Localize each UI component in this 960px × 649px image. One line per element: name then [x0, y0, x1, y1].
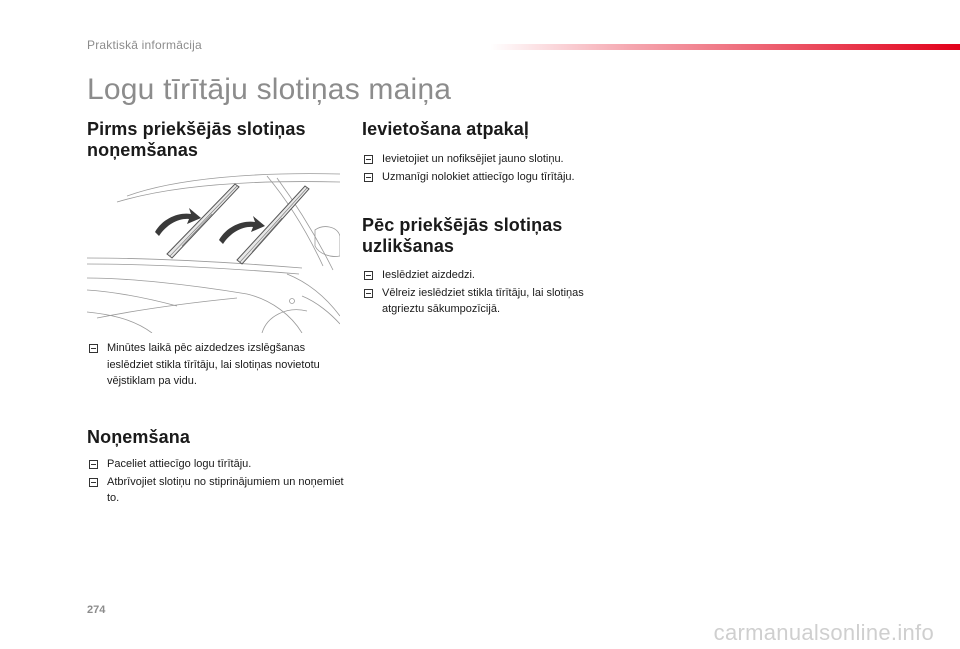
list-item: Atbrīvojiet slotiņu no stiprinājumiem un noņemiet to. [87, 474, 347, 507]
checkbox-bullet-icon [364, 289, 373, 298]
before-removal-section [87, 119, 347, 161]
list-item: Uzmanīgi nolokiet attiecīgo logu tīrītāju. [362, 169, 622, 186]
after-fitting-heading [362, 215, 622, 257]
checkbox-bullet-icon [364, 173, 373, 182]
before-removal-bullets [87, 340, 347, 390]
checkbox-bullet-icon [364, 155, 373, 164]
section-label: Praktiskā informācija [87, 38, 202, 52]
removal-bullets [87, 456, 347, 507]
refit-section [362, 119, 622, 186]
page-title: Logu tīrītāju slotiņas maiņa [87, 73, 452, 106]
list-item: Minūtes laikā pēc aizdedzes izslēgšanas ieslēdziet stikla tīrītāju, lai slotiņas novietotu vējstiklam pa vidu. [87, 340, 347, 390]
list-item: Paceliet attiecīgo logu tīrītāju. [87, 456, 347, 473]
before-removal-bullets-block [87, 330, 347, 391]
after-fitting-heading-line2: uzlikšanas [362, 236, 455, 256]
refit-heading: Ievietošana atpakaļ [362, 119, 529, 139]
refit-bullets [362, 151, 622, 185]
checkbox-bullet-icon [89, 478, 98, 487]
after-fitting-section [362, 215, 622, 319]
windscreen-wiper-illustration [87, 166, 340, 333]
checkbox-bullet-icon [364, 271, 373, 280]
checkbox-bullet-icon [89, 344, 98, 353]
removal-section [87, 427, 347, 508]
list-item: Ieslēdziet aizdedzi. [362, 267, 622, 284]
checkbox-bullet-icon [89, 460, 98, 469]
watermark: carmanualsonline.info [713, 620, 934, 645]
before-removal-heading-line2: noņemšanas [87, 140, 199, 160]
list-item: Vēlreiz ieslēdziet stikla tīrītāju, lai slotiņas atgrieztu sākumpozīcijā. [362, 285, 622, 318]
before-removal-heading [87, 119, 347, 161]
header-accent-bar [490, 44, 960, 50]
list-item: Ievietojiet un nofiksējiet jauno slotiņu. [362, 151, 622, 168]
before-removal-heading-line1: Pirms priekšējās slotiņas [87, 119, 306, 139]
removal-heading: Noņemšana [87, 427, 190, 447]
page-number: 274 [87, 604, 106, 616]
after-fitting-bullets [362, 267, 622, 318]
after-fitting-heading-line1: Pēc priekšējās slotiņas [362, 215, 563, 235]
